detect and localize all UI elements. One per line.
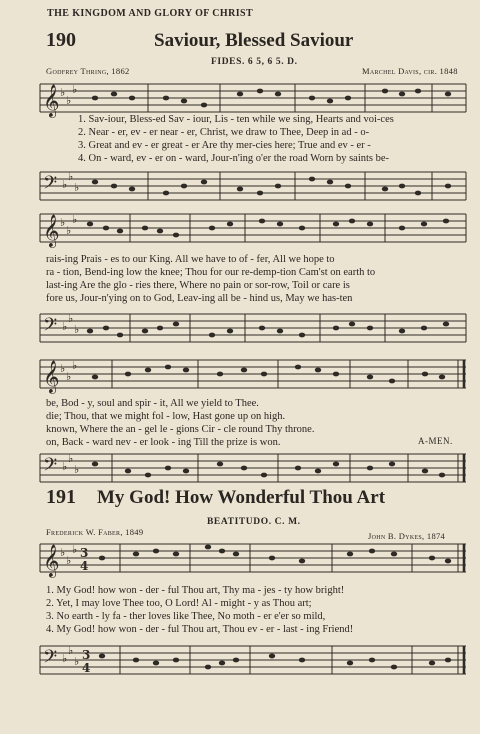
hymn-190-bass-staff-3 [40,450,470,490]
svg-text:𝄢: 𝄢 [43,647,58,672]
hymn-190-treble-staff-2 [40,210,470,250]
svg-text:♭: ♭ [72,543,78,556]
hymn-191-bass-staff [40,640,470,682]
svg-text:♭: ♭ [72,213,78,226]
hymn-190-lyrics-block-1 [78,113,394,165]
lyric-line: ra - tion, Bend-ing low the knee; Thou for our re-demp-tion Cam'st on earth to [46,267,376,278]
svg-text:♭: ♭ [74,323,80,336]
hymn-190-lyrics-block-3 [46,397,314,449]
svg-text:♭: ♭ [68,452,74,465]
lyric-line: 3. No earth - ly fa - ther loves like Thee, No moth - er e'er so mild, [46,611,326,622]
hymn-190-bass-staff-1 [40,168,470,208]
lyric-line: 3. Great and ev - er great - er Are thy mer-cies here; True and ev - er - [78,140,371,151]
svg-text:♭: ♭ [74,463,80,476]
lyric-line: 4. My God! how won - der - ful Thou art, Thou ev - er - last - ing Friend! [46,624,354,635]
svg-text:𝄢: 𝄢 [43,173,58,198]
lyric-line: 1. My God! how won - der - ful Thou art, Thy ma - jes - ty how bright! [46,585,345,596]
svg-text:4: 4 [82,661,91,675]
svg-text:♭: ♭ [62,178,68,191]
svg-text:♭: ♭ [62,652,68,665]
hymn-191-title: My God! How Wonderful Thou Art [97,487,386,508]
lyric-line: last-ing Are the glo - ries there, Where no pain or sor-row, Toil or care is [46,280,350,291]
svg-text:♭: ♭ [74,655,80,668]
svg-text:3: 3 [80,546,89,560]
lyric-line: known, Where the an - gel le - gions Cir - cle round Thy throne. [46,424,315,435]
hymn-190-title: Saviour, Blessed Saviour [154,30,354,51]
svg-text:𝄢: 𝄢 [43,455,58,480]
svg-text:♭: ♭ [66,370,72,383]
svg-text:♭: ♭ [60,546,66,559]
svg-text:𝄞: 𝄞 [43,214,60,247]
svg-text:3: 3 [82,648,91,662]
svg-text:♭: ♭ [60,86,66,99]
hymn-190-lyrics-block-2 [46,253,375,305]
svg-text:♭: ♭ [68,170,74,183]
svg-text:♭: ♭ [72,83,78,96]
hymn-190-tune: FIDES. 6 5, 6 5. D. [211,57,298,67]
hymn-191-lyrics [46,584,353,636]
svg-text:♭: ♭ [62,460,68,473]
hymn-190-words-credit: Godfrey Thring, 1862 [46,66,130,76]
amen-label: A-MEN. [418,436,453,446]
hymn-191-words-credit: Frederick W. Faber, 1849 [46,527,144,537]
svg-text:♭: ♭ [66,554,72,567]
svg-text:♭: ♭ [66,94,72,107]
lyric-line: 1. Sav-iour, Bless-ed Sav - iour, Lis - ten while we sing, Hearts and voi-ces [78,114,394,125]
svg-text:♭: ♭ [60,216,66,229]
hymn-190-bass-staff-2 [40,310,470,350]
running-head: THE KINGDOM AND GLORY OF CHRIST [47,8,254,19]
svg-text:♭: ♭ [60,362,66,375]
hymn-190-number: 190 [46,29,76,51]
lyric-line: rais-ing Prais - es to our King. All we have to of - fer, All we hope to [46,254,335,265]
lyric-line: be, Bod - y, soul and spir - it, All we yield to Thee. [46,398,259,409]
svg-text:𝄢: 𝄢 [43,315,58,340]
svg-text:♭: ♭ [66,224,72,237]
svg-text:♭: ♭ [74,181,80,194]
hymn-191-music-credit: John B. Dykes, 1874 [368,531,446,541]
svg-text:♭: ♭ [72,359,78,372]
lyric-line: die; Thou, that we might fol - low, Hast gone up on high. [46,411,286,422]
svg-text:𝄞: 𝄞 [43,360,60,393]
lyric-line: 2. Near - er, ev - er near - er, Christ, we draw to Thee, Deep in ad - o- [78,127,370,138]
svg-text:♭: ♭ [68,312,74,325]
lyric-line: 4. On - ward, ev - er on - ward, Jour-n'ing o'er the road Worn by saints be- [78,153,390,164]
svg-text:4: 4 [80,559,89,573]
hymn-191-tune: BEATITUDO. C. M. [207,517,301,527]
svg-text:♭: ♭ [68,644,74,657]
lyric-line: on, Back - ward nev - er look - ing Till the prize is won. [46,437,281,448]
hymn-191-number: 191 [46,486,76,508]
lyric-line: fore us, Jour-n'ying on to God, Leav-ing all be - hind us, May we has-ten [46,293,353,304]
hymn-190-treble-staff-3 [40,356,470,396]
hymn-190-music-credit: Marchel Davis, cir. 1848 [362,66,458,76]
svg-text:𝄞: 𝄞 [43,84,60,117]
hymn-191-treble-staff [40,538,470,580]
svg-text:♭: ♭ [62,320,68,333]
lyric-line: 2. Yet, I may love Thee too, O Lord! Al - might - y as Thou art; [46,598,312,609]
svg-text:𝄞: 𝄞 [43,544,60,577]
